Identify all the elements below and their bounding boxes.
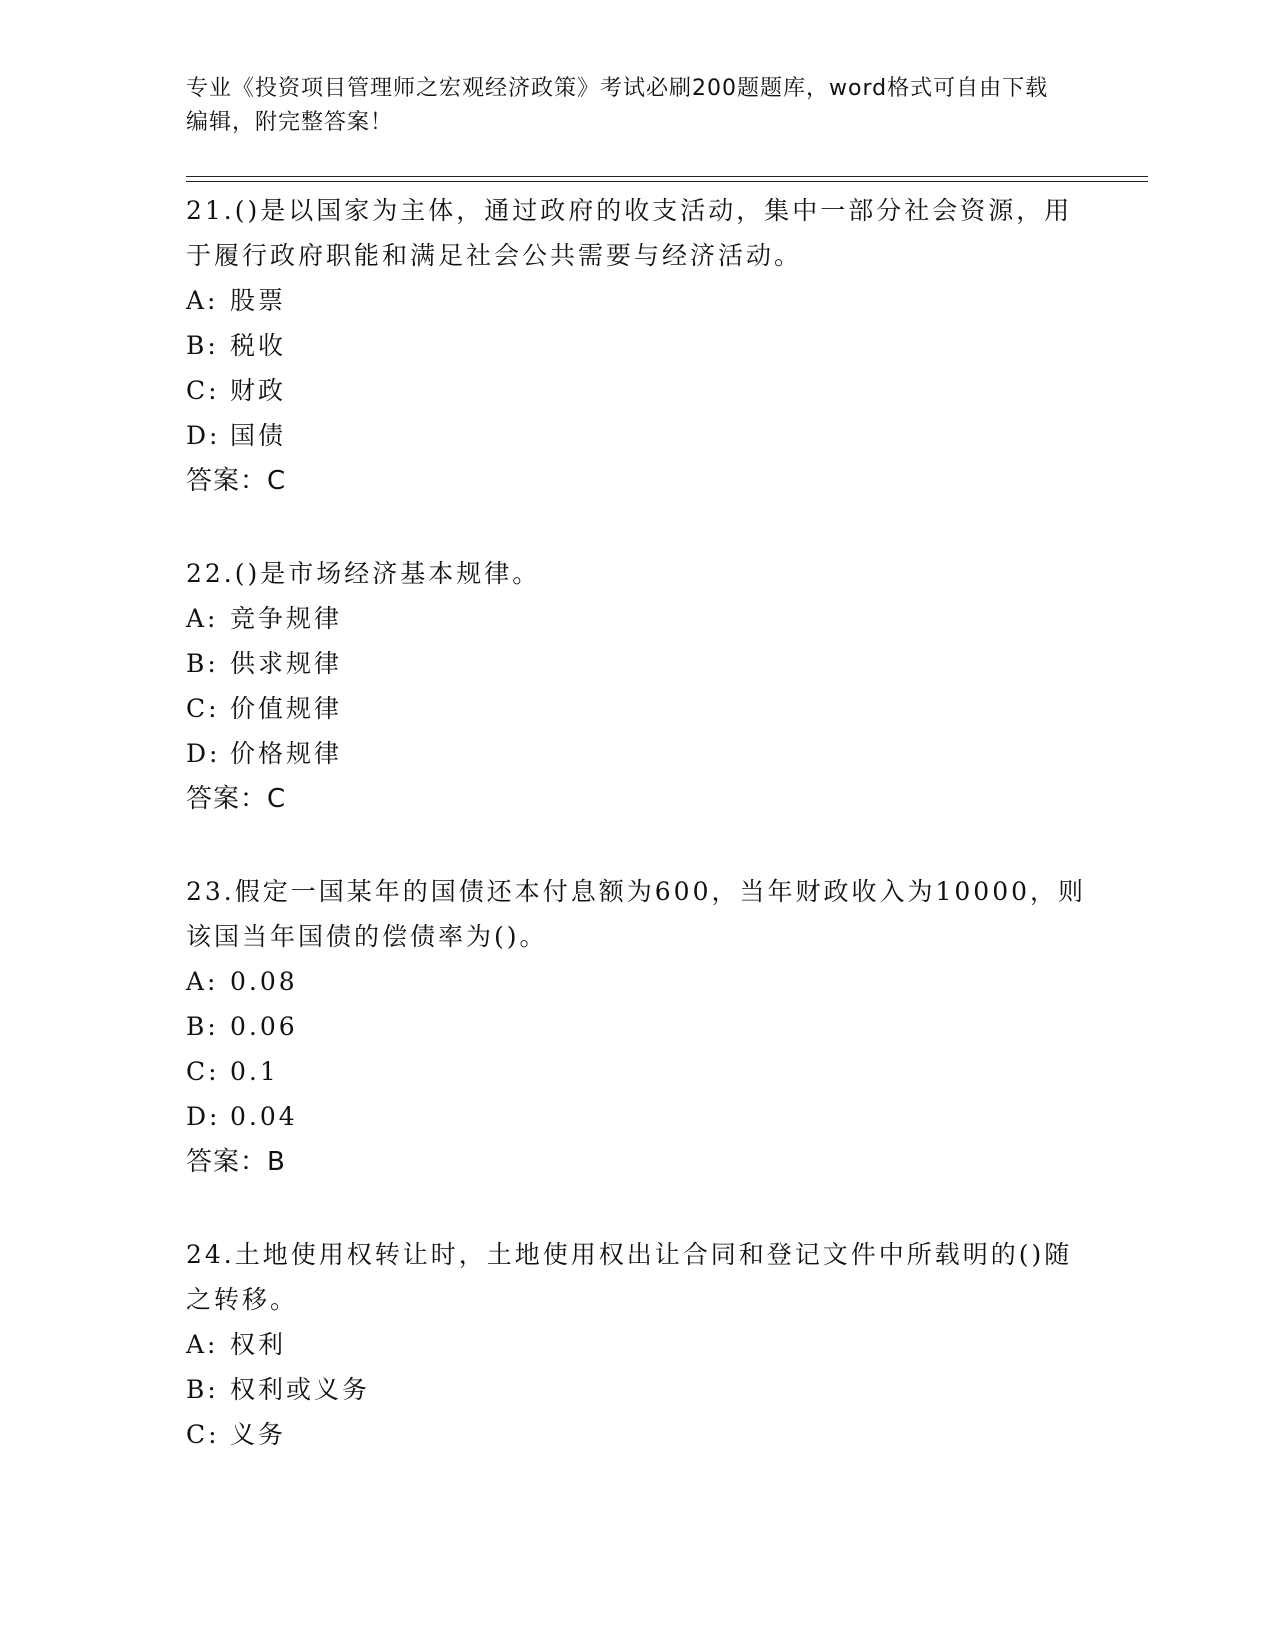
option-letter: A:: [186, 967, 219, 996]
option-text: 0.04: [230, 1102, 298, 1131]
question-24: [186, 1232, 1086, 1457]
option-letter: C:: [186, 1057, 220, 1086]
option-d: [186, 731, 1086, 776]
option-a: [186, 596, 1086, 641]
option-c: [186, 1049, 1086, 1094]
option-text: 0.1: [230, 1057, 279, 1086]
option-letter: B:: [186, 1012, 219, 1041]
option-text: 竞争规律: [230, 604, 343, 633]
option-letter: B:: [186, 331, 219, 360]
option-b: [186, 1367, 1086, 1412]
option-letter: C:: [186, 1420, 220, 1449]
option-letter: B:: [186, 1375, 219, 1404]
option-letter: A:: [186, 286, 219, 315]
question-stem: 21.()是以国家为主体，通过政府的收支活动，集中一部分社会资源，用于履行政府职能和满足社会公共需要与经济活动。: [186, 196, 1073, 270]
option-text: 权利: [230, 1330, 287, 1359]
option-text: 国债: [230, 421, 287, 450]
option-letter: D:: [186, 1102, 221, 1131]
option-d: [186, 413, 1086, 458]
question-23: [186, 869, 1086, 1185]
option-text: 0.08: [230, 967, 298, 996]
option-letter: C:: [186, 376, 220, 405]
document-header: 专业《投资项目管理师之宏观经济政策》考试必刷200题题库，word格式可自由下载编辑，附完整答案！: [186, 76, 1049, 135]
option-letter: A:: [186, 1330, 219, 1359]
option-letter: D:: [186, 739, 221, 768]
option-d: [186, 1094, 1086, 1139]
option-c: [186, 1412, 1086, 1457]
answer-line: 答案：B: [186, 1147, 286, 1177]
option-letter: B:: [186, 649, 219, 678]
option-a: [186, 278, 1086, 323]
option-a: [186, 959, 1086, 1004]
question-stem: 24.土地使用权转让时，土地使用权出让合同和登记文件中所载明的()随之转移。: [186, 1240, 1073, 1314]
answer-line: 答案：C: [186, 784, 287, 814]
question-stem: 23.假定一国某年的国债还本付息额为600，当年财政收入为10000，则该国当年国债的偿债率为()。: [186, 877, 1087, 951]
option-b: [186, 323, 1086, 368]
option-text: 税收: [230, 331, 287, 360]
option-b: [186, 1004, 1086, 1049]
question-21: [186, 188, 1086, 504]
option-text: 价格规律: [230, 739, 343, 768]
option-letter: C:: [186, 694, 220, 723]
option-text: 价值规律: [230, 694, 343, 723]
header-divider-top: [186, 176, 1148, 177]
question-22: [186, 551, 1086, 822]
option-text: 权利或义务: [230, 1375, 371, 1404]
option-text: 供求规律: [230, 649, 343, 678]
option-text: 财政: [230, 376, 287, 405]
option-a: [186, 1322, 1086, 1367]
question-stem: 22.()是市场经济基本规律。: [186, 559, 541, 588]
option-letter: A:: [186, 604, 219, 633]
option-text: 股票: [230, 286, 287, 315]
option-c: [186, 368, 1086, 413]
answer-line: 答案：C: [186, 466, 287, 496]
question-list: [186, 188, 1086, 1504]
option-letter: D:: [186, 421, 221, 450]
option-b: [186, 641, 1086, 686]
option-c: [186, 686, 1086, 731]
header-divider-bottom: [186, 181, 1148, 182]
option-text: 0.06: [230, 1012, 298, 1041]
option-text: 义务: [230, 1420, 287, 1449]
